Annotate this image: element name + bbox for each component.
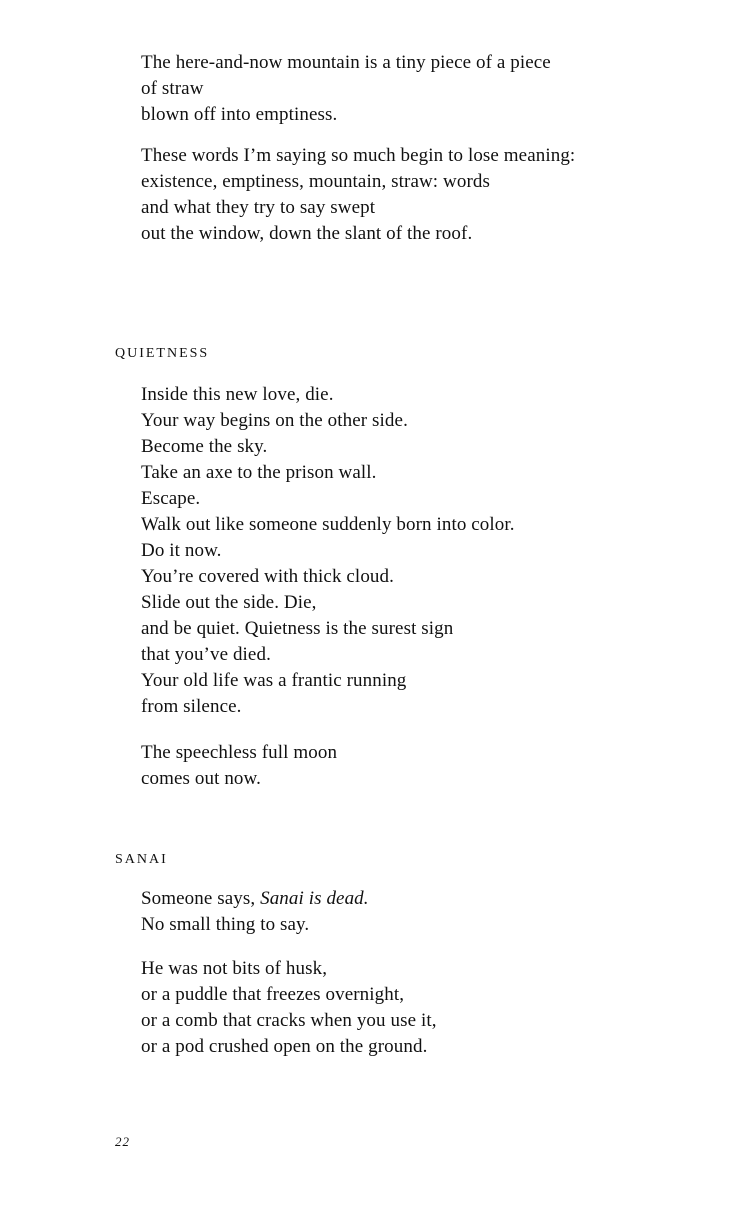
poem-line: blown off into emptiness. bbox=[141, 104, 338, 125]
poem-line: of straw bbox=[141, 78, 204, 99]
poem-line: No small thing to say. bbox=[141, 914, 310, 935]
sanai-stanza-1 bbox=[141, 886, 369, 938]
poem-line: that you’ve died. bbox=[141, 644, 271, 665]
poem-line: Your old life was a frantic running bbox=[141, 670, 407, 691]
poem-line: or a puddle that freezes overnight, bbox=[141, 984, 405, 1005]
poem-line: The speechless full moon bbox=[141, 742, 338, 763]
poem-line: Do it now. bbox=[141, 540, 222, 561]
poem-line: or a pod crushed open on the ground. bbox=[141, 1036, 428, 1057]
poem-line: comes out now. bbox=[141, 768, 261, 789]
poem-line: and what they try to say swept bbox=[141, 197, 376, 218]
poem-title-sanai: SANAI bbox=[115, 852, 168, 867]
poem-line: You’re covered with thick cloud. bbox=[141, 566, 394, 587]
poem-line: The here-and-now mountain is a tiny piece of a piece bbox=[141, 52, 551, 73]
poem-line: existence, emptiness, mountain, straw: words bbox=[141, 171, 490, 192]
poem-line: Slide out the side. Die, bbox=[141, 592, 317, 613]
poem-line-text: Someone says, bbox=[141, 888, 261, 909]
poem-line: Your way begins on the other side. bbox=[141, 410, 408, 431]
poem-line: Escape. bbox=[141, 488, 201, 509]
poem-line bbox=[141, 886, 369, 912]
poem-title-quietness: QUIETNESS bbox=[115, 346, 210, 361]
poem-line: or a comb that cracks when you use it, bbox=[141, 1010, 437, 1031]
poem-line: and be quiet. Quietness is the surest sign bbox=[141, 618, 454, 639]
poem-stanza-mountain bbox=[141, 50, 551, 128]
poem-line: Take an axe to the prison wall. bbox=[141, 462, 377, 483]
poem-line: out the window, down the slant of the roof. bbox=[141, 223, 473, 244]
quietness-stanza-1 bbox=[141, 382, 515, 720]
poem-line: These words I’m saying so much begin to lose meaning: bbox=[141, 145, 576, 166]
poem-line: He was not bits of husk, bbox=[141, 958, 328, 979]
poem-line: Become the sky. bbox=[141, 436, 268, 457]
poem-stanza-words bbox=[141, 143, 575, 247]
page-number: 22 bbox=[115, 1134, 130, 1149]
poem-line: Inside this new love, die. bbox=[141, 384, 334, 405]
quietness-stanza-2 bbox=[141, 740, 337, 792]
poem-line: Walk out like someone suddenly born into color. bbox=[141, 514, 515, 535]
sanai-stanza-2 bbox=[141, 956, 437, 1060]
poem-line: from silence. bbox=[141, 696, 242, 717]
poem-line-italic: Sanai is dead. bbox=[260, 888, 369, 909]
